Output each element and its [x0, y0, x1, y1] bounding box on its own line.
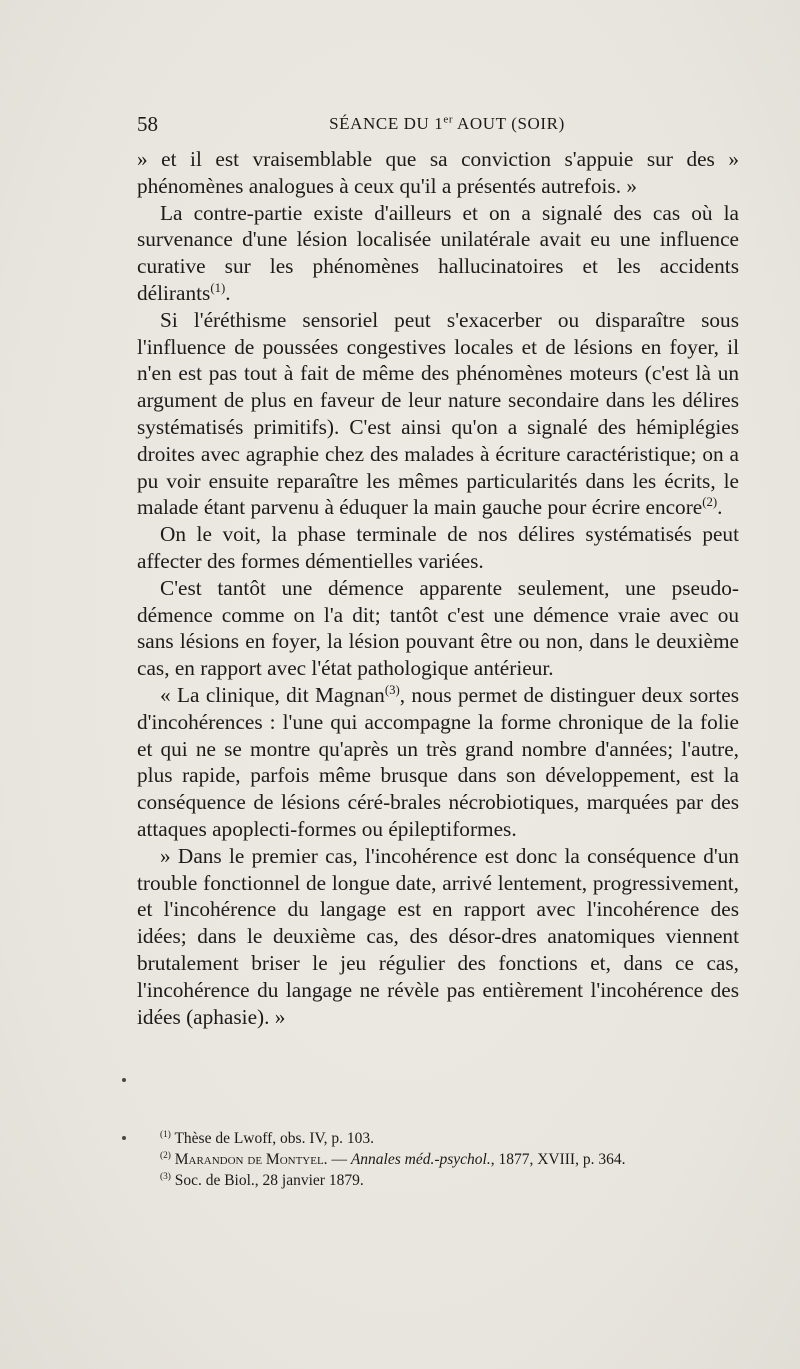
footnote-ref-2: (2) [702, 495, 718, 510]
margin-speck [122, 1136, 126, 1140]
paragraph-text: Si l'éréthisme sensoriel peut s'exacerber ou disparaître sous l'influence de poussées congestives locales et de lésions en foyer, il n'en est pas tout à fait de même des phénomènes moteurs (c'est là un argument de plus en faveur de leur nature secondaire dans les délires systématisés primitifs). C'est ainsi qu'on a signalé des hémiplégies droites avec agraphie chez des malades à écriture caractéristique; on a pu voir ensuite reparaître les mêmes particularités dans les écrits, le malade étant parvenu à éduquer la main gauche pour écrire encore [137, 307, 739, 520]
footnote-2 [160, 1149, 740, 1170]
paragraph-quote-end: » et il est vraisemblable que sa conviction s'appuie sur des » phénomènes analogues à ceux qu'il a présentés autrefois. » [137, 147, 739, 198]
running-head-text: SÉANCE DU 1 [329, 114, 444, 133]
paragraph-text: La contre-partie existe d'ailleurs et on a signalé des cas où la survenance d'une lésion localisée unilatérale avait eu une influence curative sur les phénomènes hallucinatoires et les accidents délirants [137, 200, 739, 305]
paragraph-contre-partie [137, 200, 739, 307]
footnotes [160, 1128, 740, 1191]
footnote-text: Thèse de Lwoff, obs. IV, p. 103. [174, 1130, 375, 1147]
page-header [137, 112, 739, 142]
footnote-ref-1: (1) [210, 280, 226, 295]
footnote-1 [160, 1128, 740, 1149]
paragraph-premier-cas: » Dans le premier cas, l'incohérence est donc la conséquence d'un trouble fonctionnel de longue date, arrivé lentement, progressivement, et l'incohérence du langage est en rapport avec l'incohérence des idées; dans le deuxième cas, des désor-dres anatomiques viennent brutalement briser le jeu régulier des fonctions et, dans ce cas, l'incohérence du langage ne révèle pas entièrement l'incohérence des idées (aphasie). » [137, 843, 739, 1029]
footnote-mark: (3) [160, 1171, 171, 1182]
footnote-text: Soc. de Biol., 28 janvier 1879. [174, 1172, 364, 1189]
paragraph-text-continued: , nous permet de distinguer deux sortes d'incohérences : l'une qui accompagne la forme chronique de la folie et qui ne se montre qu'après un très grand nombre d'années; l'autre, plus rapide, parfois même brusque dans son développement, est la conséquence de lésions céré-brales nécrobiotiques, marquées par des attaques apoplecti-formes ou épileptiformes. [137, 682, 739, 841]
footnote-author: Marandon de Montyel. [174, 1151, 328, 1168]
page-number: 58 [137, 112, 158, 136]
footnote-dash: — [327, 1151, 351, 1168]
footnote-mark: (1) [160, 1129, 171, 1140]
footnote-ref-3: (3) [384, 682, 400, 697]
paragraph-magnan [137, 682, 739, 843]
running-head-superscript: er [443, 113, 454, 126]
paragraph-text: « La clinique, dit Magnan [160, 682, 385, 707]
margin-speck [122, 1078, 126, 1082]
footnote-details: , 1877, XVIII, p. 364. [490, 1151, 626, 1168]
footnote-3 [160, 1170, 740, 1191]
paragraph-erethisme [137, 307, 739, 521]
paragraph-end: . [717, 495, 723, 520]
footnote-mark: (2) [160, 1150, 171, 1161]
paragraph-phase-terminale: On le voit, la phase terminale de nos délires systématisés peut affecter des formes démentielles variées. [137, 522, 739, 573]
running-head [137, 114, 739, 134]
running-head-text-rest: AOUT (SOIR) [453, 114, 565, 133]
footnote-journal: Annales méd.-psychol. [350, 1151, 491, 1168]
paragraph-demence: C'est tantôt une démence apparente seulement, une pseudo-démence comme on l'a dit; tantôt c'est une démence vraie avec ou sans lésions en foyer, la lésion pouvant être ou non, dans le deuxième cas, en rapport avec l'état pathologique antérieur. [137, 575, 739, 681]
body-text [137, 146, 739, 1030]
paragraph-end: . [225, 280, 231, 305]
